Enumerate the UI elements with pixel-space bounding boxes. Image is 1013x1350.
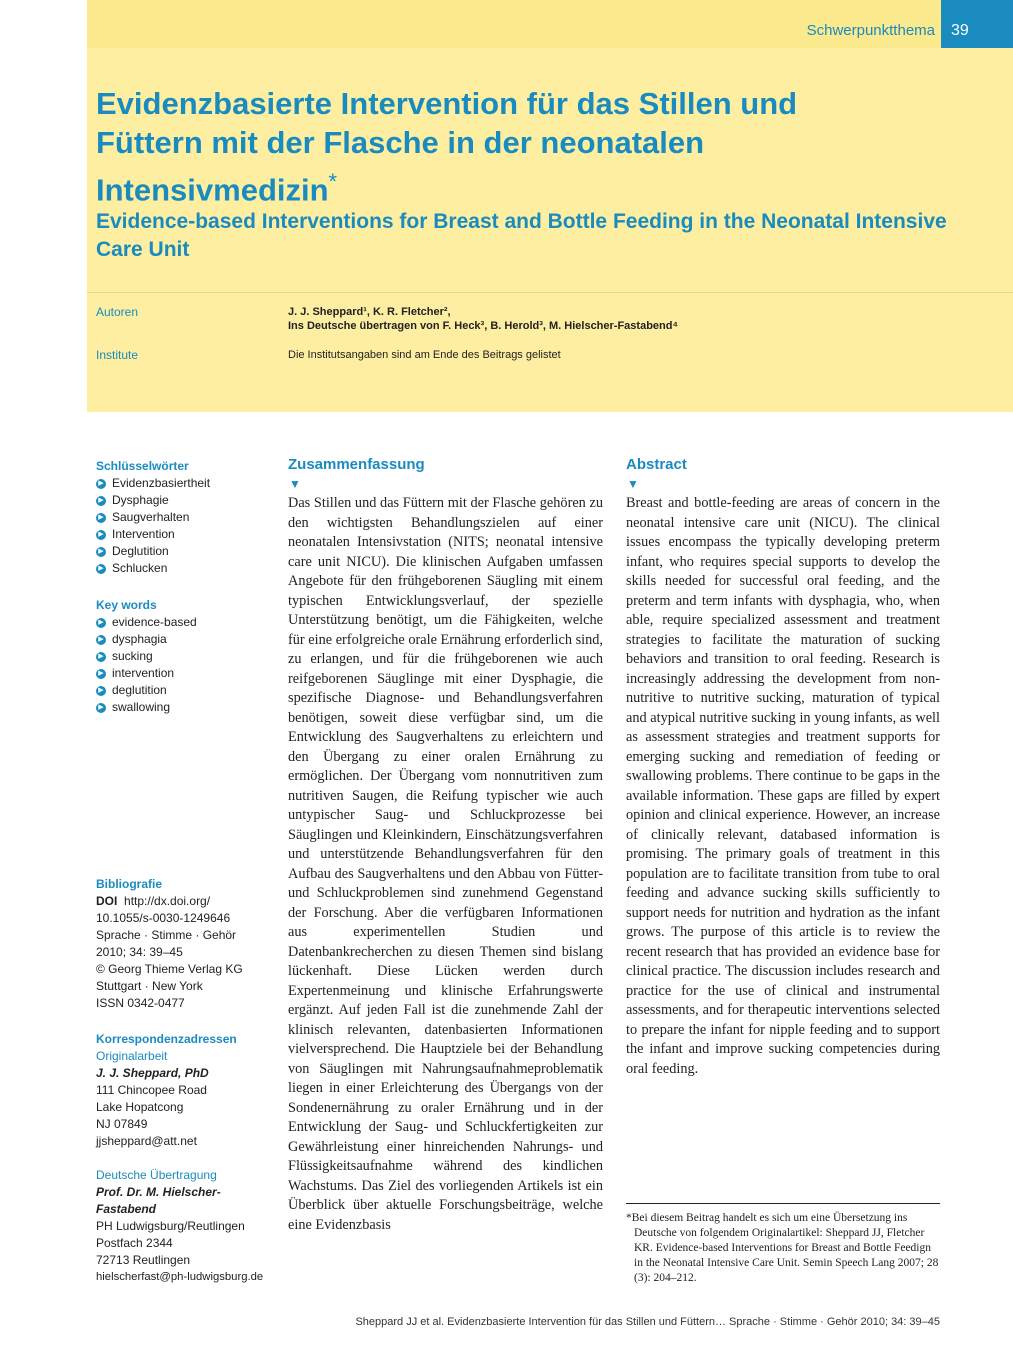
title-german: [96, 84, 896, 209]
correspondence-original-label: Originalarbeit: [96, 1049, 168, 1063]
bullet-arrow-icon: ▶: [96, 530, 106, 540]
biblio-line: ISSN 0342-0477: [96, 996, 185, 1010]
keyword-label: Intervention: [112, 527, 175, 541]
bullet-arrow-icon: ▶: [96, 547, 106, 557]
correspondence-translation-label: Deutsche Übertragung: [96, 1168, 217, 1182]
keyword-item: [96, 543, 271, 560]
bullet-arrow-icon: ▶: [96, 652, 106, 662]
keywords-english-list: [96, 614, 271, 716]
correspondence: [96, 1031, 271, 1286]
keyword-label: evidence-based: [112, 615, 197, 629]
authors-label: Autoren: [96, 305, 139, 319]
bullet-arrow-icon: ▶: [96, 513, 106, 523]
keyword-item: [96, 492, 271, 509]
footnote-divider: [626, 1203, 940, 1204]
title-english: Evidence-based Interventions for Breast and Bottle Feeding in the Neonatal Intensive Care Unit: [96, 210, 947, 261]
keywords-english-heading: Key words: [96, 598, 157, 612]
bullet-arrow-icon: ▶: [96, 669, 106, 679]
bullet-arrow-icon: ▶: [96, 618, 106, 628]
title-footnote-marker: *: [328, 169, 338, 194]
correspondence-name-2-line-1: Prof. Dr. M. Hielscher-: [96, 1185, 221, 1199]
authors-list: [288, 305, 678, 333]
bullet-arrow-icon: ▶: [96, 564, 106, 574]
keywords-english: [96, 597, 271, 716]
bullet-arrow-icon: ▶: [96, 703, 106, 713]
doi-line: [96, 893, 271, 910]
authors-line-1: J. J. Sheppard¹, K. R. Fletcher²,: [288, 306, 451, 318]
keyword-item: [96, 648, 271, 665]
keyword-item: [96, 631, 271, 648]
biblio-line: Stuttgart · New York: [96, 979, 203, 993]
address-line: NJ 07849: [96, 1117, 148, 1131]
bullet-arrow-icon: ▶: [96, 686, 106, 696]
keyword-item: [96, 665, 271, 682]
institutes-label: Institute: [96, 348, 139, 362]
correspondence-name-2-line-2: Fastabend: [96, 1202, 157, 1216]
keyword-item: [96, 614, 271, 631]
doi-link[interactable]: http://dx.doi.org/: [124, 894, 211, 908]
keywords-german-heading: Schlüsselwörter: [96, 459, 189, 473]
keyword-item: [96, 560, 271, 577]
keyword-label: swallowing: [112, 700, 171, 714]
page-number: 39: [941, 0, 1013, 48]
institutes-text: Die Institutsangaben sind am Ende des Beitrags gelistet: [288, 349, 561, 361]
page-footer-citation: Sheppard JJ et al. Evidenzbasierte Intervention für das Stillen und Füttern… Sprache · Stimme · Gehör 2010; 34: 39–45: [355, 1316, 940, 1328]
address-line: 111 Chincopee Road: [96, 1083, 207, 1097]
email-link[interactable]: hielscherfast@ph-ludwigsburg.de: [96, 1271, 264, 1283]
keyword-label: deglutition: [112, 683, 167, 697]
abstract-heading: Abstract: [626, 456, 687, 473]
keyword-item: [96, 526, 271, 543]
keywords-german-list: [96, 475, 271, 577]
meta-divider: [87, 292, 1013, 293]
biblio-line: 2010; 34: 39–45: [96, 945, 183, 959]
zusammenfassung-text: Das Stillen und das Füttern mit der Flasche gehören zu den wichtigsten Behandlungszielen auf einer neonatalen Intensivstation (NITS; neonatal intensive care unit NICU). Die klinischen Aufgaben umfassen Angebote für den frühgeborenen Säugling mit einem typischen Entwicklungsverlauf, der spezielle Unterstützung benötigt, um die Fähigkeiten, welche für eine erfolgreiche orale Ernährung erforderlich sind, zu erlangen, und für die frühgeborenen wie auch reifgeborenen Säuglinge mit einer Dysphagie, die spezifische Diagnose- und Behandlungsverfahren benötigen, soweit diese verfügbar sind, um die Entwicklung des Saugverhaltens zu erleichtern und den Übergang zu einer oralen Ernährung zu ermöglichen. Der Übergang vom nonnutritiven zum nutritiven Saugen, die Reifung typischer wie auch untypischer Saug- und Schluckprozesse bei Säuglingen und Kleinkindern, Einschätzungsverfahren und unterstützende Behandlungsverfahren für den Aufbau des Saugverhaltens und den Abbau von Fütter- und Schluckproblemen sind zunehmend Gegenstand der Forschung. Aber die verfügbaren Informationen aus experimentellen Studien und Datenbankrecherchen zu diesen Themen sind bislang lückenhaft. Diese Lücken werden durch Expertenmeinung und klinische Erfahrungswerte ergänzt. Auf jeden Fall ist die zunehmende Zahl der klinisch relevanten, datenbasierten Informationen vielversprechend. Die Hauptziele bei der Behandlung von Säuglingen mit Nahrungsaufnahmeproblematik liegen in einer Erleichterung des Übergangs von der Sondenernährung zu oraler Ernährung und in der Entwicklung der Saug- und Schluckfertigkeiten zur Gewährleistung einer hinreichenden Nahrungs- und Flüssigkeitsaufnahme während des kindlichen Wachstums. Das Ziel des vorliegenden Artikels ist ein Überblick über aktuelle Forschungsbeiträge, welche eine Evidenzbasis: [288, 495, 603, 1233]
bibliography-heading: Bibliografie: [96, 877, 163, 891]
doi-label: DOI: [96, 894, 118, 908]
address-line: Postfach 2344: [96, 1236, 173, 1250]
keyword-item: [96, 682, 271, 699]
biblio-line: © Georg Thieme Verlag KG: [96, 962, 243, 976]
keyword-item: [96, 475, 271, 492]
keyword-label: dysphagia: [112, 632, 167, 646]
keyword-label: sucking: [112, 649, 153, 663]
address-line: PH Ludwigsburg/Reutlingen: [96, 1219, 245, 1233]
keyword-label: Evidenzbasiertheit: [112, 476, 211, 490]
biblio-line: 10.1055/s-0030-1249646: [96, 911, 231, 925]
section-marker-icon: ▼: [627, 477, 639, 491]
keyword-label: Deglutition: [112, 544, 169, 558]
title-german-text: Evidenzbasierte Intervention für das Stillen und Füttern mit der Flasche in der neonatalen Intensivmedizin: [96, 86, 798, 208]
biblio-line: Sprache · Stimme · Gehör: [96, 928, 237, 942]
keyword-label: Schlucken: [112, 561, 168, 575]
bullet-arrow-icon: ▶: [96, 635, 106, 645]
address-line: Lake Hopatcong: [96, 1100, 184, 1114]
section-marker-icon: ▼: [289, 477, 301, 491]
keywords-german: [96, 458, 271, 577]
keyword-item: [96, 699, 271, 716]
bullet-arrow-icon: ▶: [96, 496, 106, 506]
correspondence-heading: Korrespondenzadressen: [96, 1032, 237, 1046]
email-link[interactable]: jjsheppard@att.net: [96, 1134, 197, 1148]
authors-line-2: Ins Deutsche übertragen von F. Heck³, B. Herold³, M. Hielscher-Fastabend⁴: [288, 320, 678, 332]
keyword-label: intervention: [112, 666, 175, 680]
correspondence-name-1: J. J. Sheppard, PhD: [96, 1066, 209, 1080]
bibliography: [96, 876, 271, 1012]
bullet-arrow-icon: ▶: [96, 479, 106, 489]
address-line: 72713 Reutlingen: [96, 1253, 191, 1267]
section-label: Schwerpunktthema: [806, 22, 935, 39]
abstract-text: Breast and bottle-feeding are areas of concern in the neonatal intensive care unit (NICU). The clinical issues encompass the typically developing preterm infant, who requires special supports to develop the skills needed for successful oral feeding, and the preterm and term infants with dysphagia, who, when able, require specialized assessment and treatment strategies to facilitate the maturation of sucking behaviors and transition to oral feeding. Research is increasingly addressing the development from non-nutritive to nutritive sucking, maturation of typical and atypical nutritive sucking in young infants, as well as assessment strategies and treatment supports for emerging sucking and remediation of feeding or swallowing problems. There continue to be gaps in the available information. These gaps are filled by expert opinion and clinical experience. However, an increase of clinically relevant, databased information is promising. The primary goals of treatment in this population are to facilitate transition from tube to oral feeding and advance sucking skills sufficiently to support needs for nutrition and hydration as the infant grows. The purpose of this article is to review the recent research that has provided an evidence base for clinical practice. The discussion includes research and practice for the use of clinical and instrumental assessments, and for therapeutic interventions selected to prepare the infant for nipple feeding and to support the infant and improve sucking competencies during oral feeding.: [626, 495, 940, 1077]
keyword-label: Saugverhalten: [112, 510, 190, 524]
zusammenfassung-heading: Zusammenfassung: [288, 456, 425, 473]
keyword-item: [96, 509, 271, 526]
keyword-label: Dysphagie: [112, 493, 169, 507]
translation-footnote: *Bei diesem Beitrag handelt es sich um eine Übersetzung ins Deutsche von folgendem Originalartikel: Sheppard JJ, Fletcher KR. Evidence-based Interventions for Breast and Bottle Feedign in the Neonatal Intensive Care Unit. Semin Speech Lang 2007; 28 (3): 204–212.: [626, 1212, 939, 1284]
